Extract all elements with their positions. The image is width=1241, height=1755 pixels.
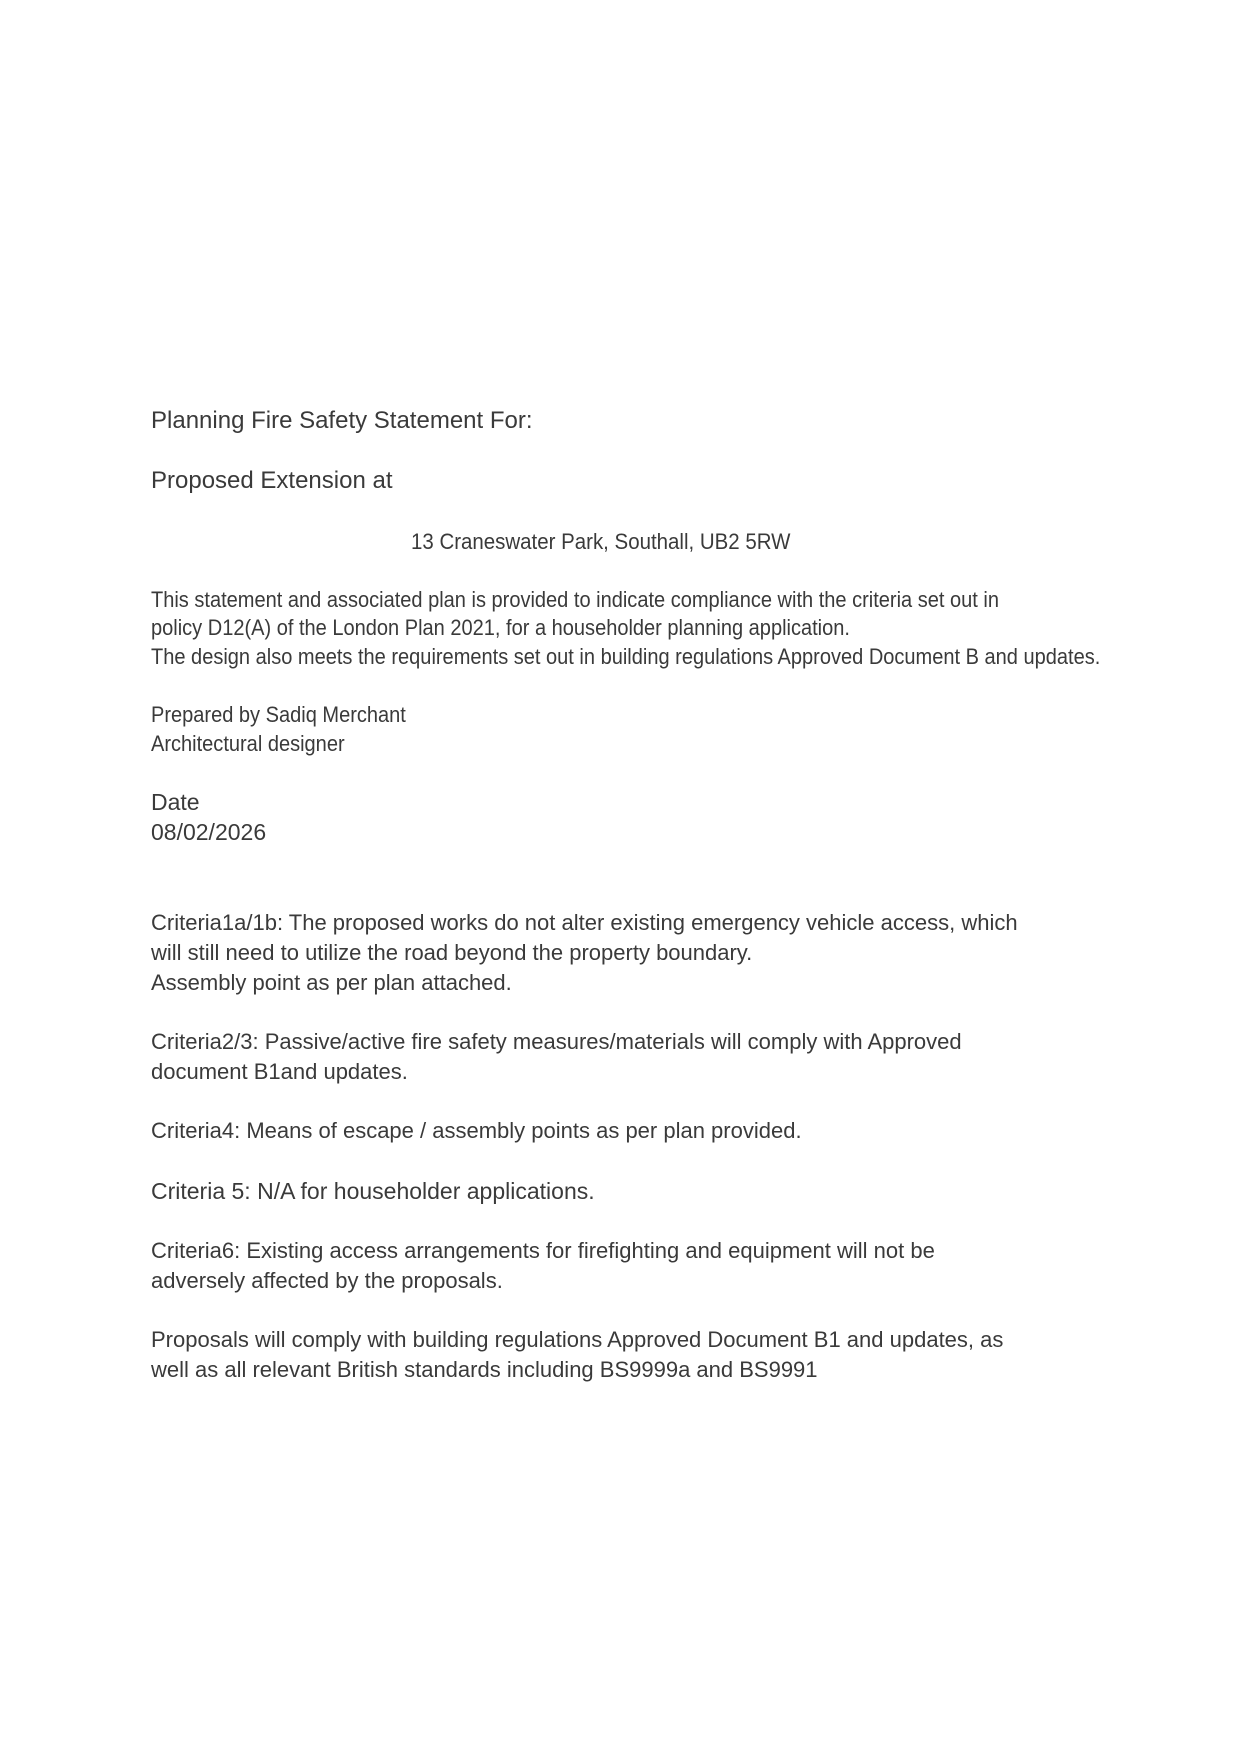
criteria-5: Criteria 5: N/A for householder applications.: [151, 1178, 595, 1204]
criteria-2-line-2: document B1and updates.: [151, 1059, 408, 1084]
author-role: Architectural designer: [151, 731, 345, 756]
criteria-1-line-1: Criteria1a/1b: The proposed works do not alter existing emergency vehicle access, which: [151, 910, 1018, 935]
document-subheading: Proposed Extension at: [151, 467, 393, 494]
document-heading: Planning Fire Safety Statement For:: [151, 407, 533, 434]
criteria-1-line-3: Assembly point as per plan attached.: [151, 970, 512, 995]
prepared-by: Prepared by Sadiq Merchant: [151, 702, 406, 727]
closing-line-2: well as all relevant British standards including BS9999a and BS9991: [151, 1357, 818, 1382]
closing-line-1: Proposals will comply with building regulations Approved Document B1 and updates, as: [151, 1327, 1004, 1352]
property-address: 13 Craneswater Park, Southall, UB2 5RW: [411, 529, 791, 554]
criteria-1-line-2: will still need to utilize the road beyond the property boundary.: [151, 940, 753, 965]
intro-line-1: This statement and associated plan is provided to indicate compliance with the criteria set out in: [151, 587, 999, 612]
criteria-4: Criteria4: Means of escape / assembly points as per plan provided.: [151, 1118, 802, 1143]
intro-line-3: The design also meets the requirements set out in building regulations Approved Document B and updates.: [151, 644, 1101, 669]
criteria-6-line-2: adversely affected by the proposals.: [151, 1268, 503, 1293]
criteria-6-line-1: Criteria6: Existing access arrangements for firefighting and equipment will not be: [151, 1238, 935, 1263]
date-value: 08/02/2026: [151, 819, 267, 845]
criteria-2-line-1: Criteria2/3: Passive/active fire safety measures/materials will comply with Approved: [151, 1029, 962, 1054]
date-label: Date: [151, 789, 200, 815]
intro-line-2: policy D12(A) of the London Plan 2021, for a householder planning application.: [151, 615, 850, 640]
